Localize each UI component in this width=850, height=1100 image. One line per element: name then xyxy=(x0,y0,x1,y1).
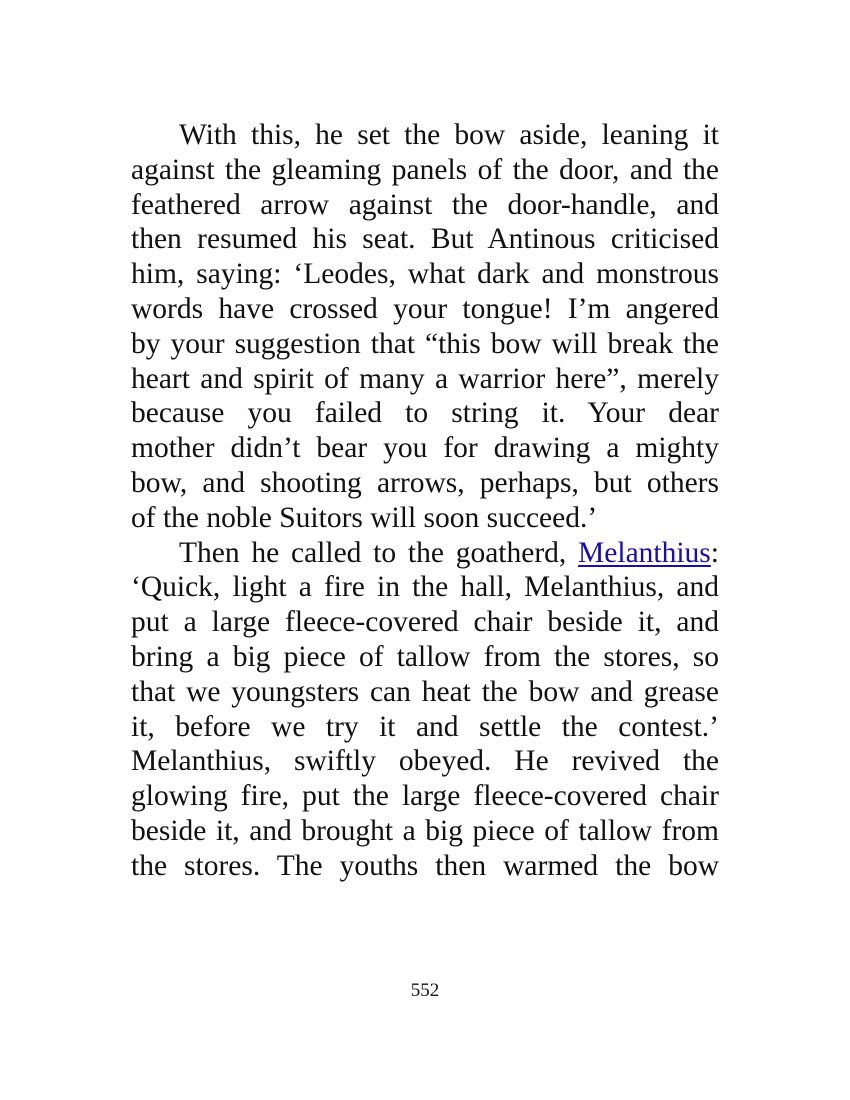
text-line: heart and spirit of many a warrior here”, merely xyxy=(131,362,719,395)
text-segment: Then he called to the goatherd, xyxy=(179,536,579,569)
text-line: beside it, and brought a big piece of tallow from xyxy=(131,814,719,847)
text-line: bow, and shooting arrows, perhaps, but others xyxy=(131,466,719,499)
text-line: that we youngsters can heat the bow and grease xyxy=(131,675,719,708)
text-segment: : xyxy=(710,536,719,569)
text-line: because you failed to string it. Your dear xyxy=(131,397,719,430)
body-text xyxy=(131,118,719,884)
text-line: bring a big piece of tallow from the stores, so xyxy=(131,640,719,673)
text-line: against the gleaming panels of the door, and the xyxy=(131,153,719,186)
text-line: of the noble Suitors will soon succeed.’ xyxy=(131,501,598,534)
text-line: by your suggestion that “this bow will break the xyxy=(131,327,719,360)
text-line: glowing fire, put the large fleece-covered chair xyxy=(131,780,719,813)
text-line: it, before we try it and settle the contest.’ xyxy=(131,710,719,743)
page-number: 552 xyxy=(410,980,440,1001)
text-line: put a large fleece-covered chair beside it, and xyxy=(131,606,719,639)
text-line: Melanthius, swiftly obeyed. He revived the xyxy=(131,745,719,778)
text-line: ‘Quick, light a fire in the hall, Melanthius, and xyxy=(131,571,719,604)
text-line: feathered arrow against the door-handle, and xyxy=(131,188,719,221)
text-line: With this, he set the bow aside, leaning it xyxy=(179,119,719,151)
text-line: then resumed his seat. But Antinous criticised xyxy=(131,223,719,256)
text-line: the stores. The youths then warmed the bow xyxy=(131,849,719,882)
text-line: him, saying: ‘Leodes, what dark and monstrous xyxy=(131,258,719,291)
melanthius-link[interactable]: Melanthius xyxy=(578,536,711,569)
text-line: mother didn’t bear you for drawing a mighty xyxy=(131,432,719,465)
text-line-with-link xyxy=(131,536,719,571)
text-line: words have crossed your tongue! I’m angered xyxy=(131,292,719,325)
